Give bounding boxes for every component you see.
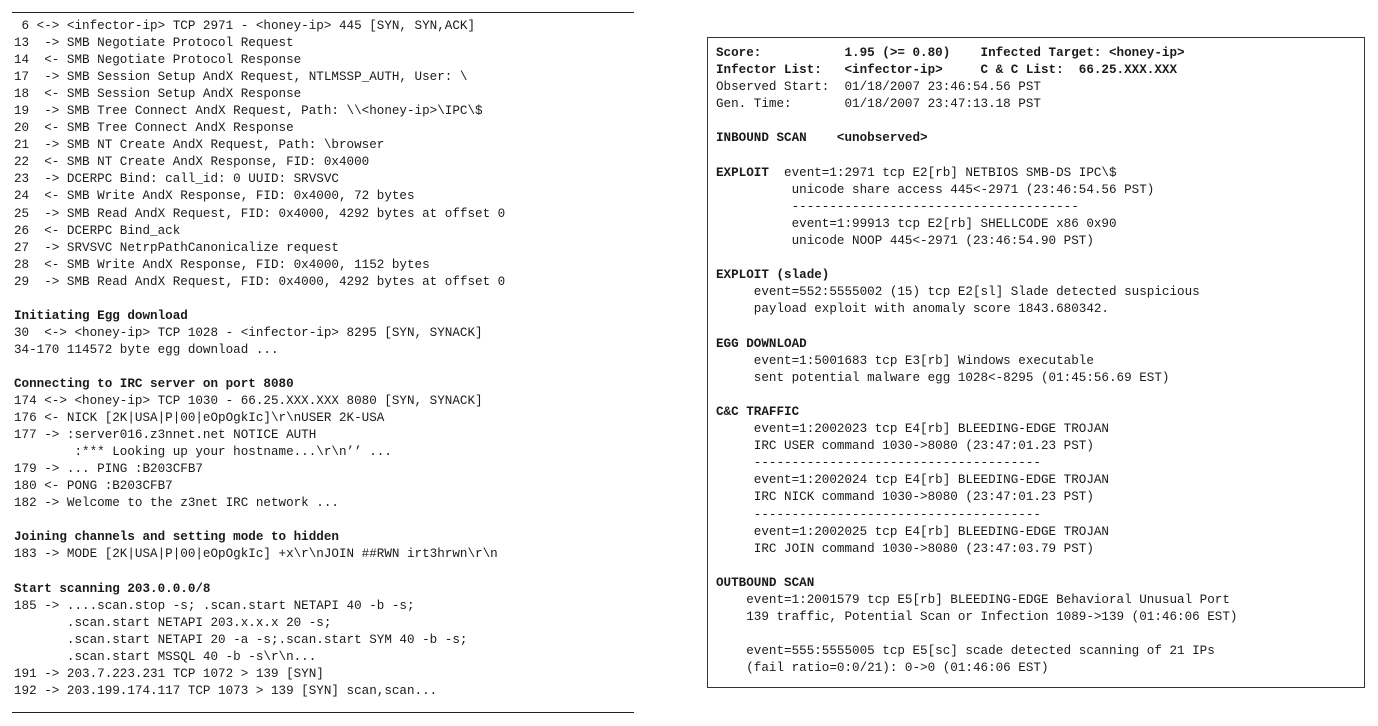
- report-line: [716, 148, 1237, 165]
- report-line: [716, 489, 1237, 506]
- report-line: [716, 421, 1237, 438]
- report-line: [716, 45, 1237, 62]
- report-label: C&C TRAFFIC: [716, 404, 800, 419]
- report-label: EGG DOWNLOAD: [716, 336, 807, 351]
- report-text: --------------------------------------: [716, 507, 1041, 522]
- report-text: --------------------------------------: [716, 456, 1041, 471]
- trace-line: 26 <- DCERPC Bind_ack: [14, 223, 181, 238]
- report-line: [716, 626, 1237, 643]
- trace-line: 176 <- NICK [2K|USA|P|00|eOpOgkIc]\r\nUSER 2K-USA: [14, 411, 385, 426]
- report-text: IRC USER command 1030->8080 (23:47:01.23 PST): [716, 439, 1094, 454]
- trace-line: 20 <- SMB Tree Connect AndX Response: [14, 121, 294, 136]
- report-text: 139 traffic, Potential Scan or Infection 1089->139 (01:46:06 EST): [716, 610, 1238, 625]
- report-line: [716, 541, 1237, 558]
- trace-line: .scan.start NETAPI 20 -a -s;.scan.start SYM 40 -b -s;: [14, 632, 468, 647]
- report-label: Infector List: <infector-ip> C & C List: 66.25.XXX.XXX: [716, 63, 1178, 78]
- trace-line: 34-170 114572 byte egg download ...: [14, 342, 279, 357]
- trace-line: 22 <- SMB NT Create AndX Response, FID: 0x4000: [14, 155, 370, 170]
- trace-line: 179 -> ... PING :B203CFB7: [14, 462, 203, 477]
- report-line: [716, 62, 1237, 79]
- trace-line: 24 <- SMB Write AndX Response, FID: 0x4000, 72 bytes: [14, 189, 415, 204]
- infection-report-box: [707, 37, 1365, 688]
- report-text: Gen. Time: 01/18/2007 23:47:13.18 PST: [716, 97, 1041, 112]
- trace-line: 25 -> SMB Read AndX Request, FID: 0x4000, 4292 bytes at offset 0: [14, 206, 506, 221]
- trace-line: 23 -> DCERPC Bind: call_id: 0 UUID: SRVSVC: [14, 172, 339, 187]
- report-text: Observed Start: 01/18/2007 23:46:54.56 PST: [716, 80, 1041, 95]
- trace-line: 182 -> Welcome to the z3net IRC network ...: [14, 496, 339, 511]
- report-text: event=555:5555005 tcp E5[sc] scade detected scanning of 21 IPs: [716, 644, 1215, 659]
- blank-line: [14, 512, 505, 529]
- report-line: [716, 507, 1237, 524]
- report-text: sent potential malware egg 1028<-8295 (01:45:56.69 EST): [716, 370, 1170, 385]
- report-text: event=1:2001579 tcp E5[rb] BLEEDING-EDGE Behavioral Unusual Port: [716, 593, 1230, 607]
- trace-line: 18 <- SMB Session Setup AndX Response: [14, 87, 302, 102]
- dialog-trace-panel: [12, 12, 634, 714]
- report-lines: [716, 45, 1237, 677]
- section-heading: Initiating Egg download: [14, 308, 188, 323]
- report-line: [716, 284, 1237, 301]
- report-line: [716, 558, 1237, 575]
- report-text: event=1:2971 tcp E2[rb] NETBIOS SMB-DS IPC\$: [768, 165, 1117, 180]
- report-line: [716, 472, 1237, 489]
- section-heading: Joining channels and setting mode to hidden: [14, 530, 339, 545]
- report-line: [716, 370, 1237, 387]
- trace-line: 17 -> SMB Session Setup AndX Request, NTLMSSP_AUTH, User: \: [14, 70, 468, 85]
- report-label: EXPLOIT (slade): [716, 268, 830, 283]
- bottom-rule: [12, 712, 634, 713]
- report-line: [716, 301, 1237, 318]
- trace-line: 185 -> ....scan.stop -s; .scan.start NETAPI 40 -b -s;: [14, 598, 415, 613]
- report-line: [716, 609, 1237, 626]
- report-line: [716, 250, 1237, 267]
- blank-line: [14, 359, 505, 376]
- trace-line: 174 <-> <honey-ip> TCP 1030 - 66.25.XXX.XXX 8080 [SYN, SYNACK]: [14, 394, 483, 409]
- report-line: [716, 643, 1237, 660]
- blank-line: [14, 291, 505, 308]
- report-text: unicode share access 445<-2971 (23:46:54.56 PST): [716, 182, 1155, 197]
- trace-line: 30 <-> <honey-ip> TCP 1028 - <infector-ip> 8295 [SYN, SYNACK]: [14, 325, 483, 340]
- report-text: IRC NICK command 1030->8080 (23:47:01.23 PST): [716, 490, 1094, 505]
- trace-line: 27 -> SRVSVC NetrpPathCanonicalize request: [14, 240, 339, 255]
- report-line: [716, 524, 1237, 541]
- report-text: event=1:99913 tcp E2[rb] SHELLCODE x86 0x90: [716, 216, 1117, 231]
- trace-line: 192 -> 203.199.174.117 TCP 1073 > 139 [SYN] scan,scan...: [14, 683, 438, 698]
- report-text: event=1:2002023 tcp E4[rb] BLEEDING-EDGE TROJAN: [716, 422, 1109, 437]
- report-text: event=1:2002025 tcp E4[rb] BLEEDING-EDGE TROJAN: [716, 524, 1109, 539]
- report-line: [716, 267, 1237, 284]
- trace-line: 6 <-> <infector-ip> TCP 2971 - <honey-ip> 445 [SYN, SYN,ACK]: [14, 19, 476, 33]
- trace-line: 177 -> :server016.z3nnet.net NOTICE AUTH: [14, 428, 317, 443]
- report-line: [716, 113, 1237, 130]
- report-line: [716, 353, 1237, 370]
- trace-line: .scan.start MSSQL 40 -b -s\r\n...: [14, 649, 317, 664]
- report-label: Score: 1.95 (>= 0.80) Infected Target: <honey-ip>: [716, 46, 1185, 60]
- report-text: event=552:5555002 (15) tcp E2[sl] Slade detected suspicious: [716, 285, 1200, 300]
- report-line: [716, 592, 1237, 609]
- trace-line: :*** Looking up your hostname...\r\n’’ ...: [14, 445, 392, 460]
- trace-line: 14 <- SMB Negotiate Protocol Response: [14, 53, 302, 68]
- report-label: EXPLOIT: [716, 165, 769, 180]
- report-line: [716, 319, 1237, 336]
- top-rule: [12, 12, 634, 13]
- blank-line: [14, 564, 505, 581]
- report-line: [716, 216, 1237, 233]
- report-line: [716, 199, 1237, 216]
- report-line: [716, 336, 1237, 353]
- report-line: [716, 438, 1237, 455]
- report-text: (fail ratio=0:0/21): 0->0 (01:46:06 EST): [716, 661, 1049, 676]
- report-line: [716, 575, 1237, 592]
- trace-line: 13 -> SMB Negotiate Protocol Request: [14, 36, 294, 51]
- trace-line: 29 -> SMB Read AndX Request, FID: 0x4000, 4292 bytes at offset 0: [14, 274, 506, 289]
- report-text: --------------------------------------: [716, 199, 1079, 214]
- section-heading: Start scanning 203.0.0.0/8: [14, 581, 211, 596]
- report-line: [716, 455, 1237, 472]
- report-text: unicode NOOP 445<-2971 (23:46:54.90 PST): [716, 234, 1094, 249]
- report-label: OUTBOUND SCAN: [716, 575, 815, 590]
- report-line: [716, 165, 1237, 182]
- report-line: [716, 182, 1237, 199]
- report-line: [716, 79, 1237, 96]
- report-line: [716, 130, 1237, 147]
- report-line: [716, 387, 1237, 404]
- report-text: payload exploit with anomaly score 1843.680342.: [716, 302, 1109, 317]
- report-line: [716, 96, 1237, 113]
- trace-line: 191 -> 203.7.223.231 TCP 1072 > 139 [SYN]: [14, 666, 324, 681]
- trace-line: .scan.start NETAPI 203.x.x.x 20 -s;: [14, 615, 332, 630]
- report-line: [716, 404, 1237, 421]
- report-text: event=1:5001683 tcp E3[rb] Windows executable: [716, 353, 1094, 368]
- trace-line: 180 <- PONG :B203CFB7: [14, 479, 173, 494]
- report-line: [716, 660, 1237, 677]
- trace-lines: [14, 18, 505, 700]
- report-line: [716, 233, 1237, 250]
- trace-line: 21 -> SMB NT Create AndX Request, Path: \browser: [14, 138, 385, 153]
- report-text: event=1:2002024 tcp E4[rb] BLEEDING-EDGE TROJAN: [716, 473, 1109, 488]
- trace-line: 19 -> SMB Tree Connect AndX Request, Path: \\<honey-ip>\IPC\$: [14, 104, 483, 119]
- report-label: INBOUND SCAN <unobserved>: [716, 131, 928, 146]
- report-text: IRC JOIN command 1030->8080 (23:47:03.79 PST): [716, 541, 1094, 556]
- section-heading: Connecting to IRC server on port 8080: [14, 376, 294, 391]
- trace-line: 28 <- SMB Write AndX Response, FID: 0x4000, 1152 bytes: [14, 257, 430, 272]
- trace-line: 183 -> MODE [2K|USA|P|00|eOpOgkIc] +x\r\nJOIN ##RWN irt3hrwn\r\n: [14, 547, 498, 562]
